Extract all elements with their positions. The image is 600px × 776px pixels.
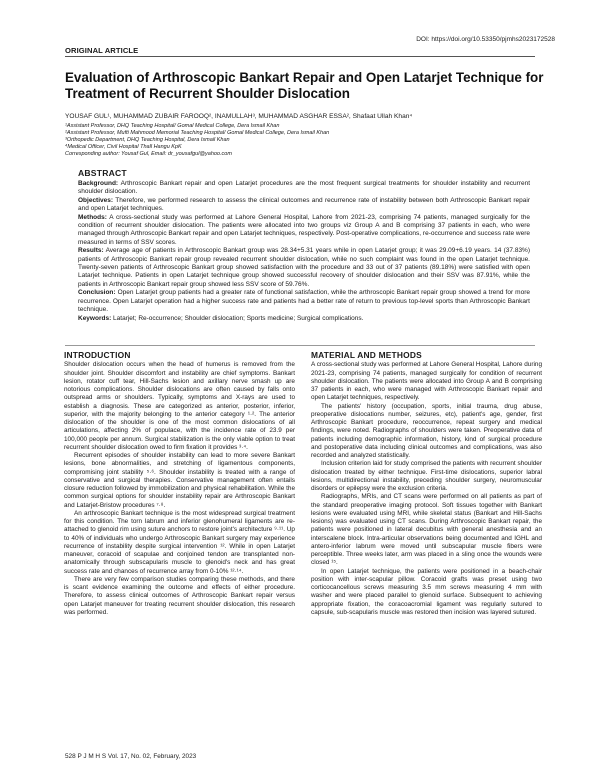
methods-column — [311, 351, 542, 617]
abstract-methods-text: A cross-sectional study was performed at Lahore General Hospital, Lahore from 2021-23, comprising 74 patients, managed surgically for the condition of recurrent shoulder dislocation. The patients were allocated into two groups viz Group A and B comprising 37 patients in each, who were managed through Arthroscopic Bankart repair and open Latarjet techniques, respectively. Post-operative complications, re-occurrence and success rate were measured in terms of SSV scores. — [78, 213, 530, 246]
corresponding-author[interactable]: Corresponding author: Yousaf Gul, Email: dr_yousafgul@yahoo.com — [65, 151, 232, 157]
article-type: ORIGINAL ARTICLE — [65, 46, 535, 57]
abstract-keywords-label: Keywords: — [78, 314, 112, 322]
intro-paragraph: Shoulder dislocation occurs when the head of humerus is removed from the shoulder joint. Shoulder discomfort and instability are chief symptoms. Bankart lesion, rotator cuff tear, Hill-Sachs lesion and axillary nerve smash up are notorious complications. Shoulder dislocations are often caused by falls onto outspread arms or shoulders. Typically, symptoms and X-rays are used to establish a diagnosis. These are categorized as anterior, posterior, inferior, superior, with the majority belonging to the anterior category ¹·². The anterior dislocation of the shoulder is one of the most common dislocations of all articulations, affecting 2% of populace, with the incidence rate of 23.9 per 100,000 people per annum. Surgical stabilization is the only viable option to treat recurrent shoulder dislocation owed to firm fixation it provides ³·⁴. — [64, 361, 295, 451]
affiliations — [65, 123, 545, 158]
abstract-heading: ABSTRACT — [78, 168, 127, 178]
abstract-keywords — [78, 315, 530, 323]
author-list: YOUSAF GUL¹, MUHAMMAD ZUBAIR FAROOQ², INAMULLAH³, MUHAMMAD ASGHAR ESSA², Shafaat Ullah Khan⁴ — [65, 113, 413, 120]
abstract-methods-label: Methods: — [78, 213, 107, 221]
abstract-keywords-text: Latarjet; Re-occurrence; Shoulder dislocation; Sports medicine; Surgical complications. — [111, 314, 364, 322]
affiliation-2: ²Assistant Professor, Mufti Mahmood Memorial Teaching Hospital/ Gomal Medical College, Dera Ismail Khan — [65, 130, 330, 136]
methods-paragraph: The patients' history (occupation, sports, initial trauma, drug abuse, preoperative dislocations number, seizures, etc), patient's age, gender, first Arthroscopic Bankart procedure, reoccurrence, repeat surgery and medical findings, were noted. Radiographs of shoulders were taken. Preoperative data of patients including demographic information, history, kind of surgical procedure and postoperative data including clinical outcomes and complications, was also recorded and analyzed statistically. — [311, 402, 542, 459]
abstract-methods — [78, 214, 530, 248]
introduction-heading: INTRODUCTION — [64, 350, 131, 360]
abstract-results-label: Results: — [78, 247, 104, 255]
abstract-conclusion-text: Open Latarjet group patients had a greater rate of functional satisfaction, while the arthroscopic Bankart repair group showed a trend for more recurrence. Open Latarjet operation had a higher success rate and patients had a better rate of return to previous top-level sports than Arthroscopic Bankart technique. — [78, 289, 530, 314]
methods-heading: MATERIAL AND METHODS — [311, 350, 422, 360]
intro-paragraph: There are very few comparison studies comparing these methods, and there is scant evidence examining the outcome and effects of either procedure. Therefore, to assess clinical outcomes of Arthroscopic Bankart repair versus open Latarjet maneuver for treating recurrent shoulder dislocation, this research was performed. — [64, 575, 295, 616]
doi-text[interactable]: DOI: https://doi.org/10.53350/pjmhs2023172528 — [416, 36, 555, 43]
abstract-conclusion-label: Conclusion: — [78, 289, 116, 297]
abstract-objectives-text: Therefore, we performed research to assess the clinical outcomes and recurrence rate of instability between both Arthroscopic Bankart repair and open Latarjet techniques. — [78, 196, 530, 213]
page-footer: 528 P J M H S Vol. 17, No. 02, February, 2023 — [65, 753, 197, 760]
abstract — [78, 168, 530, 323]
affiliation-1: ¹Assistant Professor, DHQ Teaching Hospital/ Gomal Medical College, Dera Ismail Khan — [65, 123, 280, 129]
abstract-objectives-label: Objectives: — [78, 196, 114, 204]
abstract-results — [78, 247, 530, 289]
article-title: Evaluation of Arthroscopic Bankart Repair and Open Latarjet Technique for Treatment of Recurrent Shoulder Dislocation — [65, 70, 544, 101]
methods-paragraph: In open Latarjet technique, the patients were positioned in a beach-chair position with inter-scapular pillow. Coracoid grafts was preset using two corticocancellous screws measuring 3.5 mm screws measuring 4 mm with washer and were placed parallel to glenoid surface. Subsequent to achieving appropriate fixation, the coracoacromial ligament was regularly sutured to capsule, sub-scapularis muscle was restored then incision was layered sutured. — [311, 567, 542, 616]
methods-paragraph: Radiographs, MRIs, and CT scans were performed on all patients as part of the standard preoperative imaging protocol. Soft tissues together with Bankart lesions were evaluated using MRI, while skeletal status (Bankart and Hill-Sachs lesions) was evaluated using CT scans. During Arthroscopic Bankart repair, the patients were positioned in lateral decubitus with general anesthesia and an interscalene block. Intra-articular observations being documented and IGHL and antero-inferior labrum were moved until subscapular muscle fibers were perceptible. Three weeks later, arm was placed in a sling once the wounds were closed ¹⁵. — [311, 493, 542, 567]
methods-paragraph: A cross-sectional study was performed at Lahore General Hospital, Lahore during 2021-23, comprising 74 patients, managed surgically for condition of recurrent shoulder dislocation. The patients were allocated into Group A and B comprising 37 patients in each, who were managed with Arthroscopic Bankart repair and open Latarjet techniques, respectively. — [311, 361, 542, 402]
abstract-background — [78, 180, 530, 197]
introduction-column — [64, 351, 295, 617]
section-divider — [65, 345, 535, 346]
abstract-background-label: Background: — [78, 180, 119, 187]
affiliation-3: ³Orthopedic Department, DHQ Teaching Hospital, Dera Ismail Khan — [65, 137, 230, 143]
abstract-background-text: Arthroscopic Bankart repair and open Latarjet procedures are the most frequent surgical treatments for shoulder instability and recurrent shoulder dislocation. — [78, 180, 530, 196]
methods-paragraph: Inclusion criterion laid for study comprised the patients with recurrent shoulder dislocation treated by either technique. First-time dislocations, superior labral lesions, multidirectional instability, preceding shoulder surgery, neuromuscular disorders or epilepsy were the exclusion criteria. — [311, 460, 542, 492]
abstract-results-text: Average age of patients in Arthroscopic Bankart group was 28.34+5.31 years while in open Latarjet group; it was 29.09+6.19 years. 14 (37.83%) patients of Arthroscopic Bankart repair group revealed recurrent shoulder dislocation, while no such complaint was found in the open Latarjet technique. Twenty-seven patients of Arthroscopic Bankart group showed satisfaction with the procedure and 33 out of 37 patients (89.18%) were satisfied with open Latarjet technique. Patients in open Latarjet technique group showed successful recovery of shoulder dislocation and their SSV was 87.91%, while the patients in Arthroscopic Bankart repair group showed less SSV score of 59.76%. — [78, 247, 530, 288]
abstract-conclusion — [78, 289, 530, 314]
intro-paragraph: An arthroscopic Bankart technique is the most widespread surgical treatment for this condition. The torn labrum and inferior glenohumeral ligaments are re-attached to glenoid rim using suture anchors to restore joint's architecture ⁹·¹¹. Up to 40% of individuals who undergo Arthroscopic Bankart surgery may experience recurrence of instability despite surgical intervention ¹². While in open Latarjet maneuver, coracoid of scapulae and conjoined tendon are transplanted non-anatomically through subscapularis muscle to glenoid's neck and has great success rate and chances of recurrence array from 0-10% ¹²·¹⁴. — [64, 509, 295, 575]
abstract-objectives — [78, 197, 530, 214]
intro-paragraph: Recurrent episodes of shoulder instability can lead to more severe Bankart lesions, bone abnormalities, and stretching of ligamentous components, compromising joint stability ⁵·⁶. Shoulder instability is treated with a range of conservative and surgical therapies. Conservative management often entails closure reduction followed by immobilization and physical rehabilitation. While the common surgical options for shoulder instability repair are Arthroscopic Bankart and Latarjet-Bristow procedures ⁷·⁸. — [64, 452, 295, 509]
affiliation-4: ⁴Medical Officer, Civil Hospital Thall Hangu KpK — [65, 144, 182, 150]
